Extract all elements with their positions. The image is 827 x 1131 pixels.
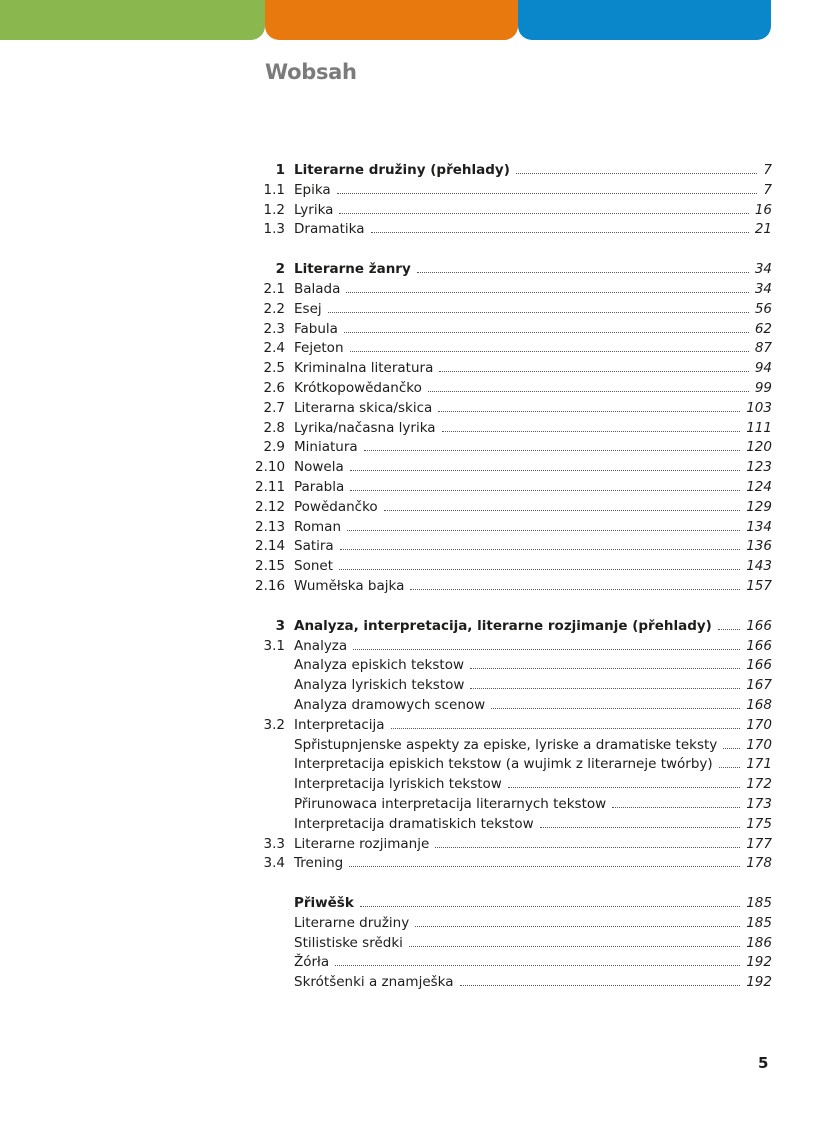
dot-leader	[364, 450, 741, 451]
toc-entry[interactable]	[255, 577, 772, 597]
entry-number: 2.2	[263, 300, 285, 317]
table-of-contents	[255, 161, 772, 1013]
entry-title: Analyza episkich tekstow	[294, 657, 464, 674]
entry-title: Spřistupnjenske aspekty za episke, lyriske a dramatiske teksty	[294, 736, 718, 753]
entry-title: Trening	[294, 855, 344, 872]
entry-page: 123	[746, 459, 772, 476]
toc-entry[interactable]	[255, 835, 772, 855]
dot-leader	[460, 985, 741, 986]
entry-page: 111	[746, 419, 772, 436]
entry-page: 192	[746, 954, 772, 971]
entry-title: Interpretacija	[294, 716, 385, 733]
dot-leader	[391, 728, 741, 729]
toc-entry[interactable]	[255, 716, 772, 736]
entry-number: 2.5	[263, 360, 285, 377]
entry-number: 1.1	[263, 181, 285, 198]
entry-title: Fabula	[294, 320, 338, 337]
dot-leader	[723, 748, 740, 749]
toc-entry[interactable]	[255, 181, 772, 201]
entry-number: 2.7	[263, 399, 285, 416]
entry-page: 56	[754, 300, 772, 317]
entry-page: 168	[746, 696, 772, 713]
dot-leader	[371, 232, 749, 233]
dot-leader	[719, 767, 741, 768]
entry-title: Balada	[294, 280, 341, 297]
entry-title: Lyrika/načasna lyrika	[294, 419, 436, 436]
entry-number: 2.9	[263, 439, 285, 456]
entry-page: 34	[754, 280, 772, 297]
entry-page: 192	[746, 974, 772, 991]
entry-title: Dramatika	[294, 221, 365, 238]
entry-title: Nowela	[294, 459, 344, 476]
toc-section	[255, 617, 772, 874]
toc-entry[interactable]	[255, 696, 772, 716]
entry-page: 175	[746, 815, 772, 832]
entry-number: 3.2	[263, 716, 285, 733]
entry-page: 172	[746, 776, 772, 793]
entry-page: 134	[746, 518, 772, 535]
toc-entry[interactable]	[255, 220, 772, 240]
dot-leader	[540, 827, 741, 828]
entry-title: Interpretacija lyriskich tekstow	[294, 776, 502, 793]
entry-number: 2.6	[263, 379, 285, 396]
toc-entry[interactable]	[255, 815, 772, 835]
entry-page: 167	[746, 677, 772, 694]
entry-title: Literarne rozjimanje	[294, 835, 430, 852]
entry-title: Literarna skica/skica	[294, 399, 433, 416]
entry-title: Fejeton	[294, 340, 344, 357]
entry-title: Žórła	[294, 954, 330, 971]
entry-page: 34	[754, 261, 772, 278]
dot-leader	[353, 649, 740, 650]
toc-entry[interactable]	[255, 359, 772, 379]
entry-title: Parabla	[294, 478, 345, 495]
entry-title: Krótkopowědančko	[294, 379, 422, 396]
toc-entry[interactable]	[255, 518, 772, 538]
dot-leader	[508, 787, 740, 788]
entry-page: 87	[754, 340, 772, 357]
entry-title: Literarne žanry	[294, 261, 411, 278]
entry-title: Literarne družiny	[294, 914, 410, 931]
dot-leader	[435, 847, 740, 848]
entry-title: Epika	[294, 181, 331, 198]
entry-title: Skrótšenki a znamješka	[294, 974, 454, 991]
entry-page: 62	[754, 320, 772, 337]
dot-leader	[439, 371, 748, 372]
dot-leader	[417, 272, 749, 273]
toc-chapter-entry[interactable]	[255, 894, 772, 914]
entry-page: 170	[746, 736, 772, 753]
entry-number: 3.4	[263, 855, 285, 872]
toc-chapter-entry[interactable]	[255, 260, 772, 280]
toc-entry[interactable]	[255, 339, 772, 359]
entry-title: Lyrika	[294, 201, 334, 218]
toc-entry[interactable]	[255, 775, 772, 795]
dot-leader	[347, 530, 740, 531]
entry-page: 177	[746, 835, 772, 852]
toc-chapter-entry[interactable]	[255, 617, 772, 637]
entry-title: Přiwěšk	[294, 895, 354, 912]
toc-entry[interactable]	[255, 458, 772, 478]
entry-number: 1.2	[263, 201, 285, 218]
entry-number: 2.1	[263, 280, 285, 297]
entry-number: 3.3	[263, 835, 285, 852]
dot-leader	[718, 629, 740, 630]
dot-leader	[438, 411, 740, 412]
dot-leader	[340, 549, 741, 550]
dot-leader	[328, 312, 749, 313]
dot-leader	[428, 391, 749, 392]
entry-number: 2.16	[255, 577, 286, 594]
dot-leader	[350, 351, 749, 352]
toc-entry[interactable]	[255, 320, 772, 340]
entry-number: 3.1	[263, 637, 285, 654]
dot-leader	[410, 589, 740, 590]
entry-title: Interpretacija dramatiskich tekstow	[294, 815, 534, 832]
dot-leader	[339, 569, 740, 570]
toc-entry[interactable]	[255, 934, 772, 954]
header-bar-orange	[265, 0, 518, 40]
entry-number: 2.15	[255, 558, 286, 575]
dot-leader	[350, 490, 740, 491]
dot-leader	[350, 470, 740, 471]
entry-number: 2.4	[263, 340, 285, 357]
toc-entry[interactable]	[255, 914, 772, 934]
entry-title: Analyza, interpretacija, literarne rozjimanje (přehlady)	[294, 617, 712, 634]
entry-page: 124	[746, 478, 772, 495]
entry-page: 7	[763, 181, 772, 198]
entry-page: 129	[746, 498, 772, 515]
toc-entry[interactable]	[255, 399, 772, 419]
toc-entry[interactable]	[255, 736, 772, 756]
dot-leader	[337, 193, 758, 194]
entry-number: 2.3	[263, 320, 285, 337]
entry-page: 170	[746, 716, 772, 733]
toc-entry[interactable]	[255, 280, 772, 300]
entry-page: 166	[746, 637, 772, 654]
entry-number: 2.14	[255, 538, 286, 555]
dot-leader	[349, 866, 740, 867]
entry-title: Kriminalna literatura	[294, 360, 434, 377]
toc-entry[interactable]	[255, 755, 772, 775]
entry-title: Přirunowaca interpretacija literarnych tekstow	[294, 795, 607, 812]
dot-leader	[384, 510, 741, 511]
dot-leader	[360, 906, 740, 907]
toc-entry[interactable]	[255, 537, 772, 557]
toc-entry[interactable]	[255, 854, 772, 874]
dot-leader	[491, 708, 740, 709]
entry-number: 2.12	[255, 498, 286, 515]
entry-page: 173	[746, 795, 772, 812]
entry-title: Miniatura	[294, 439, 358, 456]
entry-page: 7	[763, 162, 772, 178]
entry-title: Powědančko	[294, 498, 378, 515]
entry-title: Interpretacija episkich tekstow (a wujimk z literarneje twórby)	[294, 756, 713, 773]
toc-entry[interactable]	[255, 953, 772, 973]
dot-leader	[415, 926, 740, 927]
dot-leader	[409, 946, 740, 947]
dot-leader	[335, 965, 740, 966]
toc-entry[interactable]	[255, 379, 772, 399]
entry-page: 166	[746, 617, 772, 634]
dot-leader	[339, 213, 748, 214]
entry-page: 16	[754, 201, 772, 218]
entry-number: 2.10	[255, 459, 286, 476]
entry-title: Esej	[294, 300, 322, 317]
entry-title: Analyza dramowych scenow	[294, 696, 486, 713]
toc-entry[interactable]	[255, 201, 772, 221]
entry-page: 21	[754, 221, 772, 238]
entry-title: Analyza lyriskich tekstow	[294, 677, 465, 694]
dot-leader	[470, 688, 740, 689]
toc-entry[interactable]	[255, 656, 772, 676]
entry-title: Roman	[294, 518, 342, 535]
dot-leader	[344, 332, 749, 333]
entry-number: 1	[275, 162, 285, 178]
entry-number: 2.8	[263, 419, 285, 436]
entry-title: Literarne družiny (přehlady)	[294, 162, 510, 178]
toc-entry[interactable]	[255, 498, 772, 518]
header-bar-green	[0, 0, 265, 40]
entry-page: 157	[746, 577, 772, 594]
toc-entry[interactable]	[255, 419, 772, 439]
dot-leader	[612, 807, 740, 808]
entry-page: 171	[746, 756, 772, 773]
entry-number: 2.11	[255, 478, 286, 495]
dot-leader	[442, 431, 741, 432]
toc-section	[255, 260, 772, 597]
entry-page: 136	[746, 538, 772, 555]
toc-entry[interactable]	[255, 973, 772, 993]
toc-entry[interactable]	[255, 478, 772, 498]
entry-page: 143	[746, 558, 772, 575]
entry-page: 99	[754, 379, 772, 396]
entry-title: Satira	[294, 538, 334, 555]
entry-page: 120	[746, 439, 772, 456]
entry-page: 166	[746, 657, 772, 674]
entry-page: 186	[746, 934, 772, 951]
entry-title: Stilistiske srědki	[294, 934, 403, 951]
entry-page: 185	[746, 895, 772, 912]
dot-leader	[470, 668, 740, 669]
entry-title: Sonet	[294, 558, 333, 575]
entry-title: Wuměłska bajka	[294, 577, 405, 594]
toc-entry[interactable]	[255, 676, 772, 696]
entry-page: 103	[746, 399, 772, 416]
entry-page: 178	[746, 855, 772, 872]
toc-entry[interactable]	[255, 557, 772, 577]
toc-section	[255, 894, 772, 993]
entry-page: 94	[754, 360, 772, 377]
page-number: 5	[758, 1054, 769, 1072]
entry-title: Analyza	[294, 637, 348, 654]
page-title: Wobsah	[265, 60, 357, 84]
entry-page: 185	[746, 914, 772, 931]
toc-entry[interactable]	[255, 637, 772, 657]
entry-number: 1.3	[263, 221, 285, 238]
entry-number: 2.13	[255, 518, 286, 535]
entry-number: 2	[275, 261, 285, 278]
dot-leader	[516, 173, 758, 174]
dot-leader	[346, 292, 748, 293]
toc-entry[interactable]	[255, 438, 772, 458]
entry-number: 3	[275, 617, 285, 634]
toc-entry[interactable]	[255, 795, 772, 815]
toc-section	[255, 161, 772, 240]
toc-entry[interactable]	[255, 300, 772, 320]
header-bar-blue	[518, 0, 771, 40]
toc-chapter-entry[interactable]	[255, 161, 772, 181]
